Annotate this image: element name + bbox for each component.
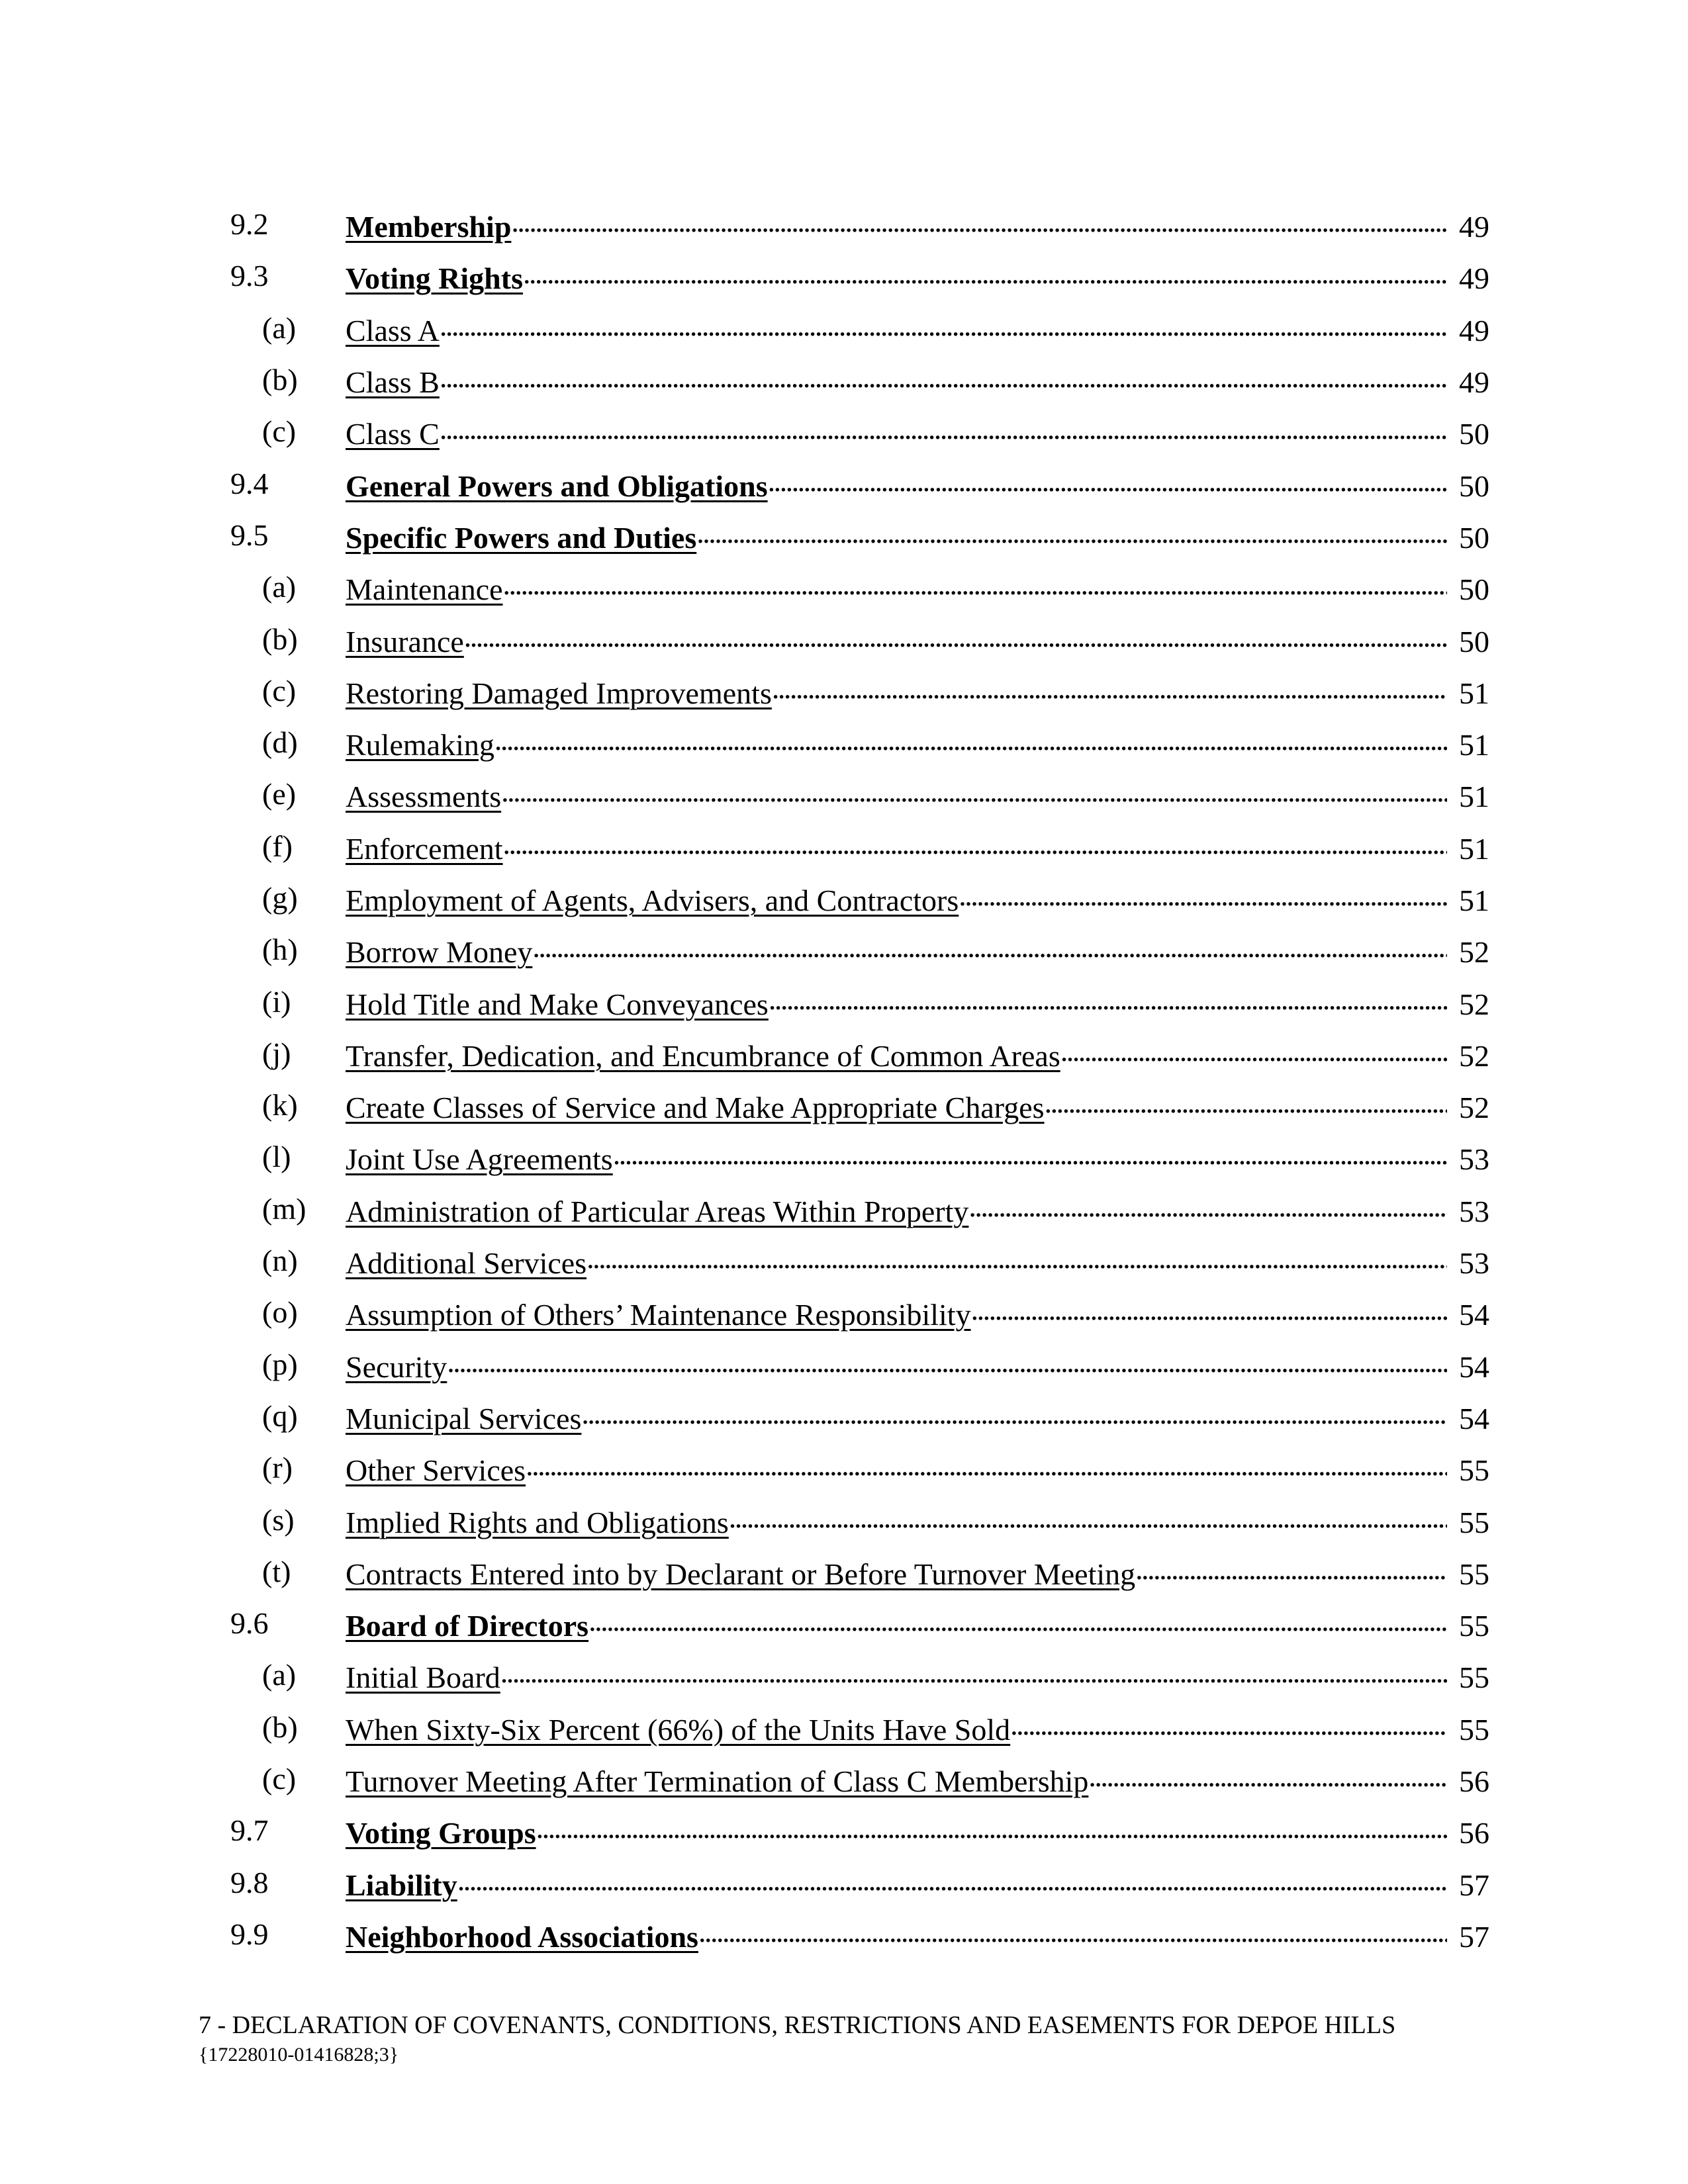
toc-entry-page-number: 53	[1459, 1194, 1489, 1228]
dot-leader	[588, 1606, 1447, 1636]
toc-entry-number: (t)	[262, 1554, 291, 1588]
toc-entry-page-number: 55	[1459, 1661, 1489, 1695]
toc-entry-number: (e)	[262, 777, 297, 811]
toc-entry-number: (o)	[262, 1295, 298, 1330]
toc-entry-title[interactable]: Hold Title and Make Conveyances	[346, 987, 769, 1021]
toc-entry-title[interactable]: Assessments	[346, 780, 502, 814]
dot-leader	[440, 414, 1447, 444]
toc-entry-page-number: 52	[1459, 1038, 1489, 1073]
toc-entry-body	[346, 1087, 1489, 1123]
table-of-contents	[199, 199, 1489, 1960]
toc-entry-title[interactable]: Rulemaking	[346, 728, 494, 762]
toc-entry[interactable]	[199, 406, 1489, 457]
toc-entry-number: (a)	[262, 310, 297, 345]
toc-entry-page-number: 51	[1459, 831, 1489, 866]
dot-leader	[501, 776, 1447, 807]
toc-entry[interactable]	[199, 1702, 1489, 1753]
toc-entry-title[interactable]: Create Classes of Service and Make Appropriate Charges	[346, 1091, 1045, 1125]
toc-entry-number: 9.4	[230, 466, 269, 500]
toc-entry-number: 9.8	[230, 1865, 269, 1899]
toc-entry-body	[346, 1606, 1489, 1641]
toc-entry-title[interactable]: Voting Rights	[346, 261, 523, 296]
toc-entry[interactable]	[199, 1235, 1489, 1287]
dot-leader	[1135, 1554, 1447, 1584]
toc-entry-page-number: 49	[1459, 313, 1489, 347]
toc-entry[interactable]	[199, 665, 1489, 717]
toc-entry-title[interactable]: Implied Rights and Obligations	[346, 1505, 729, 1539]
toc-entry-number: 9.9	[230, 1917, 269, 1951]
toc-entry-title[interactable]: Employment of Agents, Advisers, and Contractors	[346, 884, 959, 917]
toc-entry-title[interactable]: Joint Use Agreements	[346, 1142, 613, 1177]
page-footer	[199, 2011, 1509, 2066]
toc-entry-title[interactable]: Borrow Money	[346, 935, 533, 970]
toc-entry[interactable]	[199, 1131, 1489, 1183]
toc-entry-number: (d)	[262, 725, 298, 760]
dot-leader	[586, 1243, 1447, 1273]
toc-entry-page-number: 53	[1459, 1246, 1489, 1281]
toc-entry-title[interactable]: Contracts Entered into by Declarant or Before Turnover Meeting	[346, 1557, 1136, 1591]
toc-entry-number: (f)	[262, 829, 293, 863]
toc-entry[interactable]	[199, 510, 1489, 561]
toc-entry-number: (l)	[262, 1140, 291, 1174]
dot-leader	[581, 1398, 1447, 1429]
toc-entry[interactable]	[199, 1442, 1489, 1494]
toc-entry-body	[346, 776, 1489, 812]
toc-entry-body	[346, 569, 1489, 605]
toc-entry-page-number: 56	[1459, 1816, 1489, 1850]
dot-leader	[698, 1917, 1447, 1947]
dot-leader	[526, 1450, 1447, 1480]
toc-entry-body	[346, 258, 1489, 294]
toc-entry[interactable]	[199, 1028, 1489, 1079]
toc-entry[interactable]	[199, 1546, 1489, 1598]
toc-entry-title[interactable]: Class B	[346, 365, 440, 400]
toc-entry-number: 9.5	[230, 518, 269, 552]
toc-entry[interactable]	[199, 1805, 1489, 1856]
toc-entry-page-number: 57	[1459, 1919, 1489, 1954]
dot-leader	[1010, 1709, 1447, 1740]
dot-leader	[613, 1139, 1447, 1169]
footer-title: 7 - DECLARATION OF COVENANTS, CONDITIONS, RESTRICTIONS AND EASEMENTS FOR DEPOE HILLS	[199, 2011, 1396, 2039]
toc-entry-title[interactable]: Liability	[346, 1868, 457, 1902]
toc-entry-number: (b)	[262, 1709, 298, 1744]
toc-entry-page-number: 55	[1459, 1712, 1489, 1747]
toc-entry[interactable]	[199, 1079, 1489, 1131]
toc-entry-body	[346, 829, 1489, 864]
toc-entry-body	[346, 1243, 1489, 1279]
toc-entry-body	[346, 932, 1489, 968]
dot-leader	[1045, 1087, 1447, 1118]
toc-entry-body	[346, 466, 1489, 502]
toc-entry-number: (b)	[262, 363, 298, 397]
toc-entry-body	[346, 1917, 1489, 1952]
toc-entry-body	[346, 310, 1489, 346]
toc-entry-title[interactable]: Restoring Damaged Improvements	[346, 676, 772, 710]
toc-entry-title[interactable]: Membership	[346, 210, 512, 244]
toc-entry-title[interactable]: Enforcement	[346, 831, 503, 866]
toc-entry-page-number: 52	[1459, 935, 1489, 970]
toc-entry-body	[346, 1865, 1489, 1901]
toc-entry-number: (c)	[262, 673, 297, 707]
toc-entry-body	[346, 1295, 1489, 1330]
toc-entry-number: (k)	[262, 1088, 298, 1122]
dot-leader	[503, 569, 1447, 600]
toc-entry-body	[346, 1139, 1489, 1175]
toc-entry-page-number: 50	[1459, 624, 1489, 659]
dot-leader	[500, 1657, 1447, 1688]
toc-entry-body	[346, 518, 1489, 553]
toc-entry-number: (i)	[262, 984, 291, 1019]
toc-entry-page-number: 57	[1459, 1868, 1489, 1902]
toc-entry[interactable]	[199, 821, 1489, 872]
toc-entry[interactable]	[199, 1753, 1489, 1805]
toc-entry[interactable]	[199, 976, 1489, 1027]
dot-leader	[503, 829, 1447, 859]
toc-entry[interactable]	[199, 1287, 1489, 1338]
toc-entry-page-number: 55	[1459, 1557, 1489, 1591]
toc-entry-title[interactable]: Other Services	[346, 1453, 526, 1488]
toc-entry-body	[346, 880, 1489, 916]
toc-entry-number: (c)	[262, 414, 297, 449]
toc-entry-number: 9.6	[230, 1606, 269, 1641]
dot-leader	[769, 984, 1447, 1015]
toc-entry-body	[346, 1502, 1489, 1538]
toc-entry-page-number: 51	[1459, 676, 1489, 710]
toc-entry-page-number: 54	[1459, 1401, 1489, 1435]
toc-entry-number: 9.7	[230, 1813, 269, 1848]
toc-entry-page-number: 50	[1459, 520, 1489, 555]
toc-entry-page-number: 49	[1459, 261, 1489, 296]
toc-entry-number: (a)	[262, 570, 297, 604]
toc-entry-number: (s)	[262, 1502, 295, 1537]
toc-entry-title[interactable]: Class C	[346, 417, 440, 451]
dot-leader	[440, 362, 1447, 392]
toc-entry-body	[346, 621, 1489, 657]
dot-leader	[457, 1865, 1447, 1895]
toc-entry-title[interactable]: Municipal Services	[346, 1401, 582, 1435]
toc-entry-page-number: 52	[1459, 987, 1489, 1021]
dot-leader	[772, 673, 1447, 704]
dot-leader	[768, 466, 1447, 496]
dot-leader	[494, 725, 1447, 755]
dot-leader	[511, 206, 1447, 237]
toc-entry-page-number: 51	[1459, 780, 1489, 814]
toc-entry-page-number: 49	[1459, 210, 1489, 244]
toc-entry-number: (m)	[262, 1191, 306, 1226]
toc-entry[interactable]	[199, 1339, 1489, 1390]
toc-entry-page-number: 50	[1459, 469, 1489, 503]
toc-entry[interactable]	[199, 457, 1489, 509]
toc-entry-page-number: 51	[1459, 884, 1489, 917]
toc-entry[interactable]	[199, 354, 1489, 406]
toc-entry-title[interactable]: Turnover Meeting After Termination of Class C Membership	[346, 1764, 1089, 1799]
dot-leader	[971, 1295, 1447, 1325]
toc-entry-number: (c)	[262, 1762, 297, 1796]
dot-leader	[440, 310, 1447, 341]
toc-entry-number: 9.3	[230, 259, 269, 293]
toc-entry-page-number: 54	[1459, 1298, 1489, 1332]
toc-entry-page-number: 55	[1459, 1453, 1489, 1488]
dot-leader	[959, 880, 1447, 911]
dot-leader	[447, 1347, 1447, 1377]
toc-entry-number: (g)	[262, 881, 298, 915]
toc-entry-body	[346, 725, 1489, 760]
toc-entry-number: (r)	[262, 1451, 293, 1485]
toc-entry[interactable]	[199, 872, 1489, 924]
toc-entry-title[interactable]: Security	[346, 1349, 447, 1384]
toc-entry-page-number: 55	[1459, 1505, 1489, 1539]
toc-entry-title[interactable]: When Sixty-Six Percent (66%) of the Units Have Sold	[346, 1712, 1011, 1747]
toc-entry-number: (b)	[262, 621, 298, 656]
toc-entry-title[interactable]: Class A	[346, 313, 440, 347]
toc-entry-title[interactable]: Assumption of Others’ Maintenance Responsibility	[346, 1298, 971, 1332]
toc-entry[interactable]	[199, 1390, 1489, 1442]
dot-leader	[696, 518, 1447, 548]
toc-entry-title[interactable]: Maintenance	[346, 572, 503, 607]
toc-entry[interactable]	[199, 302, 1489, 354]
toc-entry-body	[346, 1761, 1489, 1797]
toc-entry[interactable]	[199, 250, 1489, 302]
toc-entry-page-number: 49	[1459, 365, 1489, 400]
toc-entry-number: 9.2	[230, 207, 269, 242]
toc-entry-page-number: 56	[1459, 1764, 1489, 1799]
toc-entry-body	[346, 673, 1489, 709]
toc-entry-page-number: 53	[1459, 1142, 1489, 1177]
toc-entry-number: (j)	[262, 1036, 291, 1070]
footer-document-code: {17228010-01416828;3}	[199, 2044, 399, 2066]
toc-entry-title[interactable]: Neighborhood Associations	[346, 1919, 698, 1954]
toc-entry-title[interactable]: Transfer, Dedication, and Encumbrance of Common Areas	[346, 1038, 1060, 1073]
toc-entry[interactable]	[199, 768, 1489, 820]
toc-entry-page-number: 51	[1459, 728, 1489, 762]
toc-entry-body	[346, 206, 1489, 242]
toc-entry-number: (a)	[262, 1658, 297, 1692]
toc-entry-title[interactable]: Board of Directors	[346, 1609, 589, 1643]
toc-entry[interactable]	[199, 199, 1489, 250]
toc-entry[interactable]	[199, 1183, 1489, 1235]
toc-entry-title[interactable]: Voting Groups	[346, 1816, 536, 1850]
toc-entry-body	[346, 1036, 1489, 1071]
toc-entry-body	[346, 362, 1489, 398]
toc-entry[interactable]	[199, 1909, 1489, 1960]
toc-entry-title[interactable]: Insurance	[346, 624, 464, 659]
toc-entry-title[interactable]: Administration of Particular Areas Within Property	[346, 1194, 969, 1228]
dot-leader	[532, 932, 1447, 962]
toc-entry-title[interactable]: Additional Services	[346, 1246, 587, 1281]
toc-entry-body	[346, 984, 1489, 1020]
toc-entry[interactable]	[199, 1649, 1489, 1701]
dot-leader	[536, 1813, 1447, 1843]
toc-entry-page-number: 54	[1459, 1349, 1489, 1384]
toc-entry-body	[346, 414, 1489, 449]
toc-entry[interactable]	[199, 1494, 1489, 1545]
toc-entry-body	[346, 1450, 1489, 1486]
dot-leader	[968, 1191, 1447, 1222]
dot-leader	[523, 258, 1447, 289]
toc-entry[interactable]	[199, 613, 1489, 664]
toc-entry-title[interactable]: General Powers and Obligations	[346, 469, 768, 503]
toc-entry-page-number: 50	[1459, 417, 1489, 451]
toc-entry[interactable]	[199, 717, 1489, 768]
toc-entry-title[interactable]: Initial Board	[346, 1661, 500, 1695]
toc-entry-body	[346, 1813, 1489, 1848]
toc-entry-page-number: 52	[1459, 1091, 1489, 1125]
toc-entry-number: (h)	[262, 933, 298, 967]
toc-entry[interactable]	[199, 924, 1489, 976]
toc-entry-body	[346, 1398, 1489, 1434]
toc-entry[interactable]	[199, 561, 1489, 613]
toc-entry-number: (q)	[262, 1398, 298, 1433]
toc-entry-page-number: 50	[1459, 572, 1489, 607]
toc-entry-number: (p)	[262, 1347, 298, 1381]
dot-leader	[1088, 1761, 1447, 1792]
toc-entry-page-number: 55	[1459, 1609, 1489, 1643]
toc-entry-body	[346, 1347, 1489, 1383]
toc-entry-title[interactable]: Specific Powers and Duties	[346, 520, 697, 555]
toc-entry[interactable]	[199, 1857, 1489, 1909]
dot-leader	[1060, 1036, 1447, 1066]
toc-entry-body	[346, 1554, 1489, 1590]
toc-entry-body	[346, 1191, 1489, 1227]
toc-entry[interactable]	[199, 1598, 1489, 1649]
dot-leader	[464, 621, 1447, 652]
toc-entry-number: (n)	[262, 1244, 298, 1278]
toc-entry-body	[346, 1709, 1489, 1745]
toc-entry-body	[346, 1657, 1489, 1693]
dot-leader	[729, 1502, 1447, 1533]
